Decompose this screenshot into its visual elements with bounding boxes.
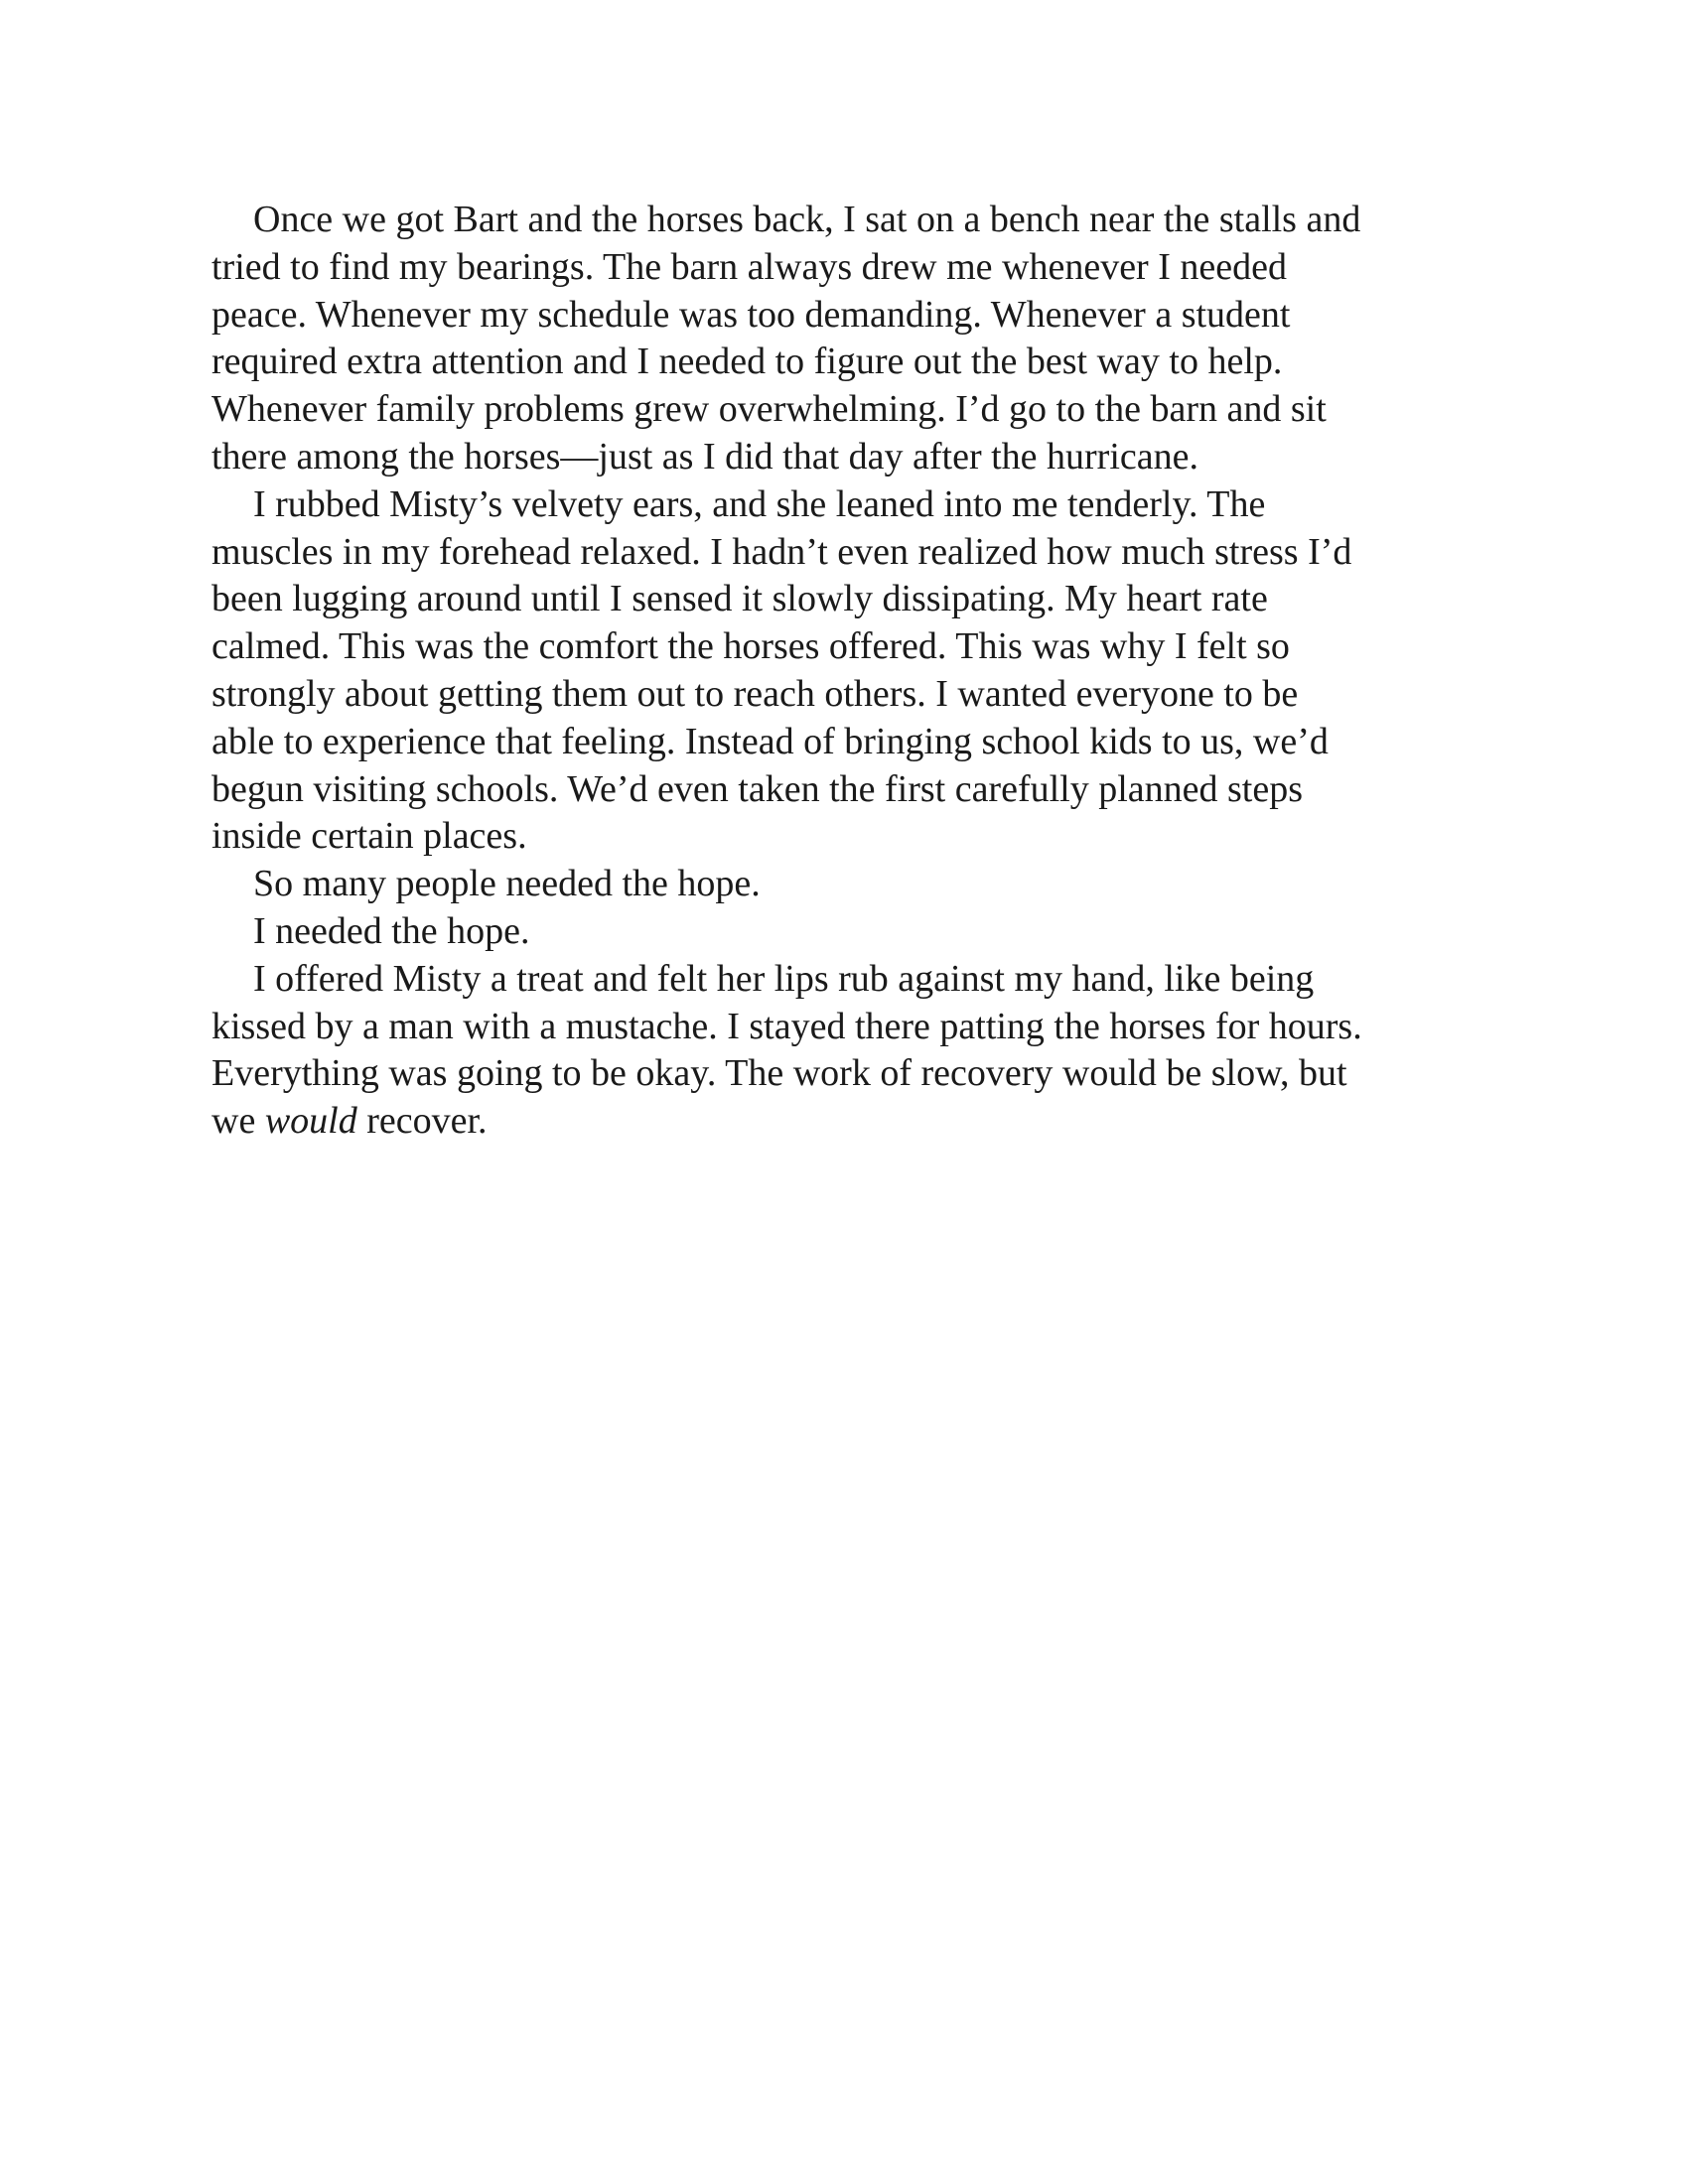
paragraph-1-line-5: Whenever family problems grew overwhelming. I’d go to the barn and sit: [211, 388, 1327, 431]
paragraph-1-line-6: there among the horses—just as I did that day after the hurricane.: [211, 435, 1198, 478]
paragraph-2-line-2: muscles in my forehead relaxed. I hadn’t even realized how much stress I’d: [211, 530, 1352, 573]
paragraph-2-line-4: calmed. This was the comfort the horses offered. This was why I felt so: [211, 625, 1290, 668]
paragraph-3-line-1: So many people needed the hope.: [253, 863, 761, 905]
paragraph-2-line-6: able to experience that feeling. Instead of bringing school kids to us, we’d: [211, 720, 1329, 762]
paragraph-2-line-7: begun visiting schools. We’d even taken the first carefully planned steps: [211, 767, 1304, 810]
last-line-before: we: [211, 1100, 265, 1143]
paragraph-5-line-2: kissed by a man with a mustache. I stayed there patting the horses for hours.: [211, 1005, 1362, 1047]
paragraph-5-line-4: [211, 1098, 1492, 1146]
paragraph-2-line-3: been lugging around until I sensed it slowly dissipating. My heart rate: [211, 578, 1268, 620]
paragraph-2-line-5: strongly about getting them out to reach others. I wanted everyone to be: [211, 672, 1299, 715]
body-text: [211, 197, 1492, 1146]
paragraph-2-line-1: I rubbed Misty’s velvety ears, and she leaned into me tenderly. The: [253, 482, 1266, 525]
paragraph-1-line-1: Once we got Bart and the horses back, I sat on a bench near the stalls and: [253, 199, 1361, 240]
last-line-after: recover.: [356, 1100, 488, 1143]
paragraph-4-line-1: I needed the hope.: [253, 909, 530, 952]
paragraph-1-line-2: tried to find my bearings. The barn always drew me whenever I needed: [211, 245, 1287, 288]
paragraph-1-line-3: peace. Whenever my schedule was too demanding. Whenever a student: [211, 293, 1291, 336]
paragraph-1-line-4: required extra attention and I needed to figure out the best way to help.: [211, 341, 1283, 383]
paragraph-5-line-1: I offered Misty a treat and felt her lips rub against my hand, like being: [253, 957, 1315, 1000]
paragraph-2-line-8: inside certain places.: [211, 815, 527, 858]
paragraph-5-line-3: Everything was going to be okay. The work of recovery would be slow, but: [211, 1052, 1347, 1095]
emphasized-word: would: [264, 1100, 357, 1143]
